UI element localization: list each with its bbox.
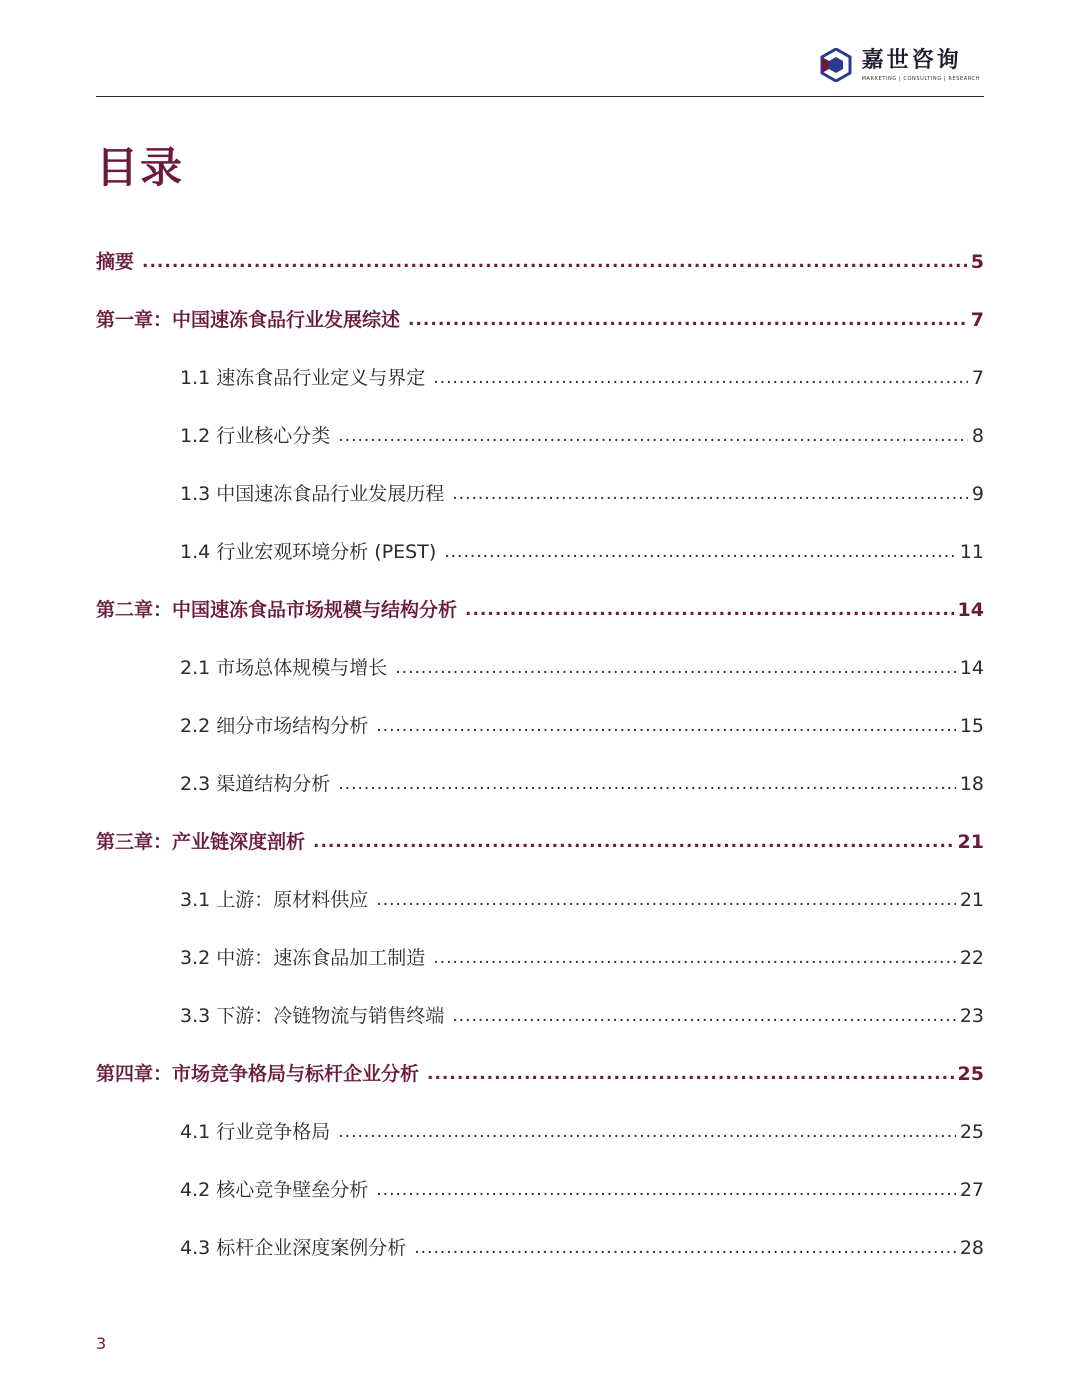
toc-dot-leader [444, 532, 956, 572]
toc-dot-leader [452, 996, 956, 1036]
toc-entry-page: 14 [959, 657, 984, 679]
toc-entry-label: 2.3 渠道结构分析 [180, 773, 331, 795]
toc-entry-page: 8 [971, 425, 984, 447]
toc-entry-section-1-1[interactable] [96, 358, 984, 398]
toc-entry-label: 4.3 标杆企业深度案例分析 [180, 1237, 407, 1259]
toc-entry-chapter-2[interactable] [96, 590, 984, 630]
toc-entry-label: 第二章：中国速冻食品市场规模与结构分析 [96, 599, 458, 621]
toc-entry-page: 7 [970, 309, 984, 331]
toc-dot-leader [142, 242, 967, 282]
toc-entry-section-3-3[interactable] [96, 996, 984, 1036]
toc-dot-leader [376, 1170, 956, 1210]
toc-entry-page: 18 [959, 773, 984, 795]
toc-entry-page: 27 [959, 1179, 984, 1201]
toc-dot-leader [433, 358, 968, 398]
toc-entry-section-3-1[interactable] [96, 880, 984, 920]
toc-dot-leader [427, 1054, 954, 1094]
toc-dot-leader [338, 1112, 956, 1152]
toc-entry-label: 第一章：中国速冻食品行业发展综述 [96, 309, 401, 331]
toc-entry-section-2-2[interactable] [96, 706, 984, 746]
toc-entry-chapter-4[interactable] [96, 1054, 984, 1094]
toc-entry-page: 15 [959, 715, 984, 737]
toc-entry-chapter-1[interactable] [96, 300, 984, 340]
toc-entry-section-4-2[interactable] [96, 1170, 984, 1210]
toc-dot-leader [465, 590, 954, 630]
company-logo [820, 48, 980, 82]
toc-entry-page: 21 [959, 889, 984, 911]
toc-entry-label: 1.2 行业核心分类 [180, 425, 331, 447]
toc-entry-chapter-3[interactable] [96, 822, 984, 862]
toc-entry-label: 第三章：产业链深度剖析 [96, 831, 306, 853]
toc-entry-page: 23 [959, 1005, 984, 1027]
toc-entry-section-2-1[interactable] [96, 648, 984, 688]
toc-entry-label: 1.1 速冻食品行业定义与界定 [180, 367, 426, 389]
toc-entry-label: 3.3 下游：冷链物流与销售终端 [180, 1005, 445, 1027]
toc-entry-section-2-3[interactable] [96, 764, 984, 804]
toc-entry-page: 21 [957, 831, 984, 853]
toc-entry-page: 25 [957, 1063, 984, 1085]
toc-entry-section-4-1[interactable] [96, 1112, 984, 1152]
toc-dot-leader [313, 822, 954, 862]
toc-entry-section-1-2[interactable] [96, 416, 984, 456]
toc-entry-page: 5 [970, 251, 984, 273]
toc-entry-label: 第四章：市场竞争格局与标杆企业分析 [96, 1063, 420, 1085]
toc-entry-label: 3.1 上游：原材料供应 [180, 889, 369, 911]
toc-dot-leader [395, 648, 956, 688]
toc-entry-label: 4.1 行业竞争格局 [180, 1121, 331, 1143]
page-header [96, 0, 984, 97]
toc-entry-label: 4.2 核心竞争壁垒分析 [180, 1179, 369, 1201]
toc-dot-leader [433, 938, 956, 978]
toc-dot-leader [414, 1228, 956, 1268]
toc-entry-page: 14 [957, 599, 984, 621]
logo-mark-icon [820, 48, 852, 82]
toc-entry-page: 28 [959, 1237, 984, 1259]
toc-entry-label: 1.4 行业宏观环境分析 (PEST) [180, 541, 437, 563]
toc-entry-page: 11 [959, 541, 984, 563]
toc-dot-leader [338, 416, 968, 456]
toc-entry-abstract[interactable] [96, 242, 984, 282]
toc-entry-label: 摘要 [96, 251, 135, 273]
toc-entry-section-1-4[interactable] [96, 532, 984, 572]
toc-entry-label: 2.1 市场总体规模与增长 [180, 657, 388, 679]
toc-entry-page: 22 [959, 947, 984, 969]
toc-entry-label: 2.2 细分市场结构分析 [180, 715, 369, 737]
page-title: 目录 [96, 143, 185, 192]
logo-tagline: MARKETING | CONSULTING | RESEARCH [861, 75, 980, 82]
toc-entry-label: 1.3 中国速冻食品行业发展历程 [180, 483, 445, 505]
toc-entry-section-4-3[interactable] [96, 1228, 984, 1268]
toc-dot-leader [376, 880, 956, 920]
toc-entry-page: 9 [971, 483, 984, 505]
toc-entry-label: 3.2 中游：速冻食品加工制造 [180, 947, 426, 969]
toc-dot-leader [452, 474, 968, 514]
toc-entry-page: 25 [959, 1121, 984, 1143]
toc-entry-section-1-3[interactable] [96, 474, 984, 514]
logo-name: 嘉世咨询 [861, 47, 962, 73]
toc-dot-leader [338, 764, 956, 804]
toc-entry-section-3-2[interactable] [96, 938, 984, 978]
toc-dot-leader [408, 300, 967, 340]
page-number: 3 [96, 1334, 107, 1353]
toc-dot-leader [376, 706, 956, 746]
toc-entry-page: 7 [971, 367, 984, 389]
